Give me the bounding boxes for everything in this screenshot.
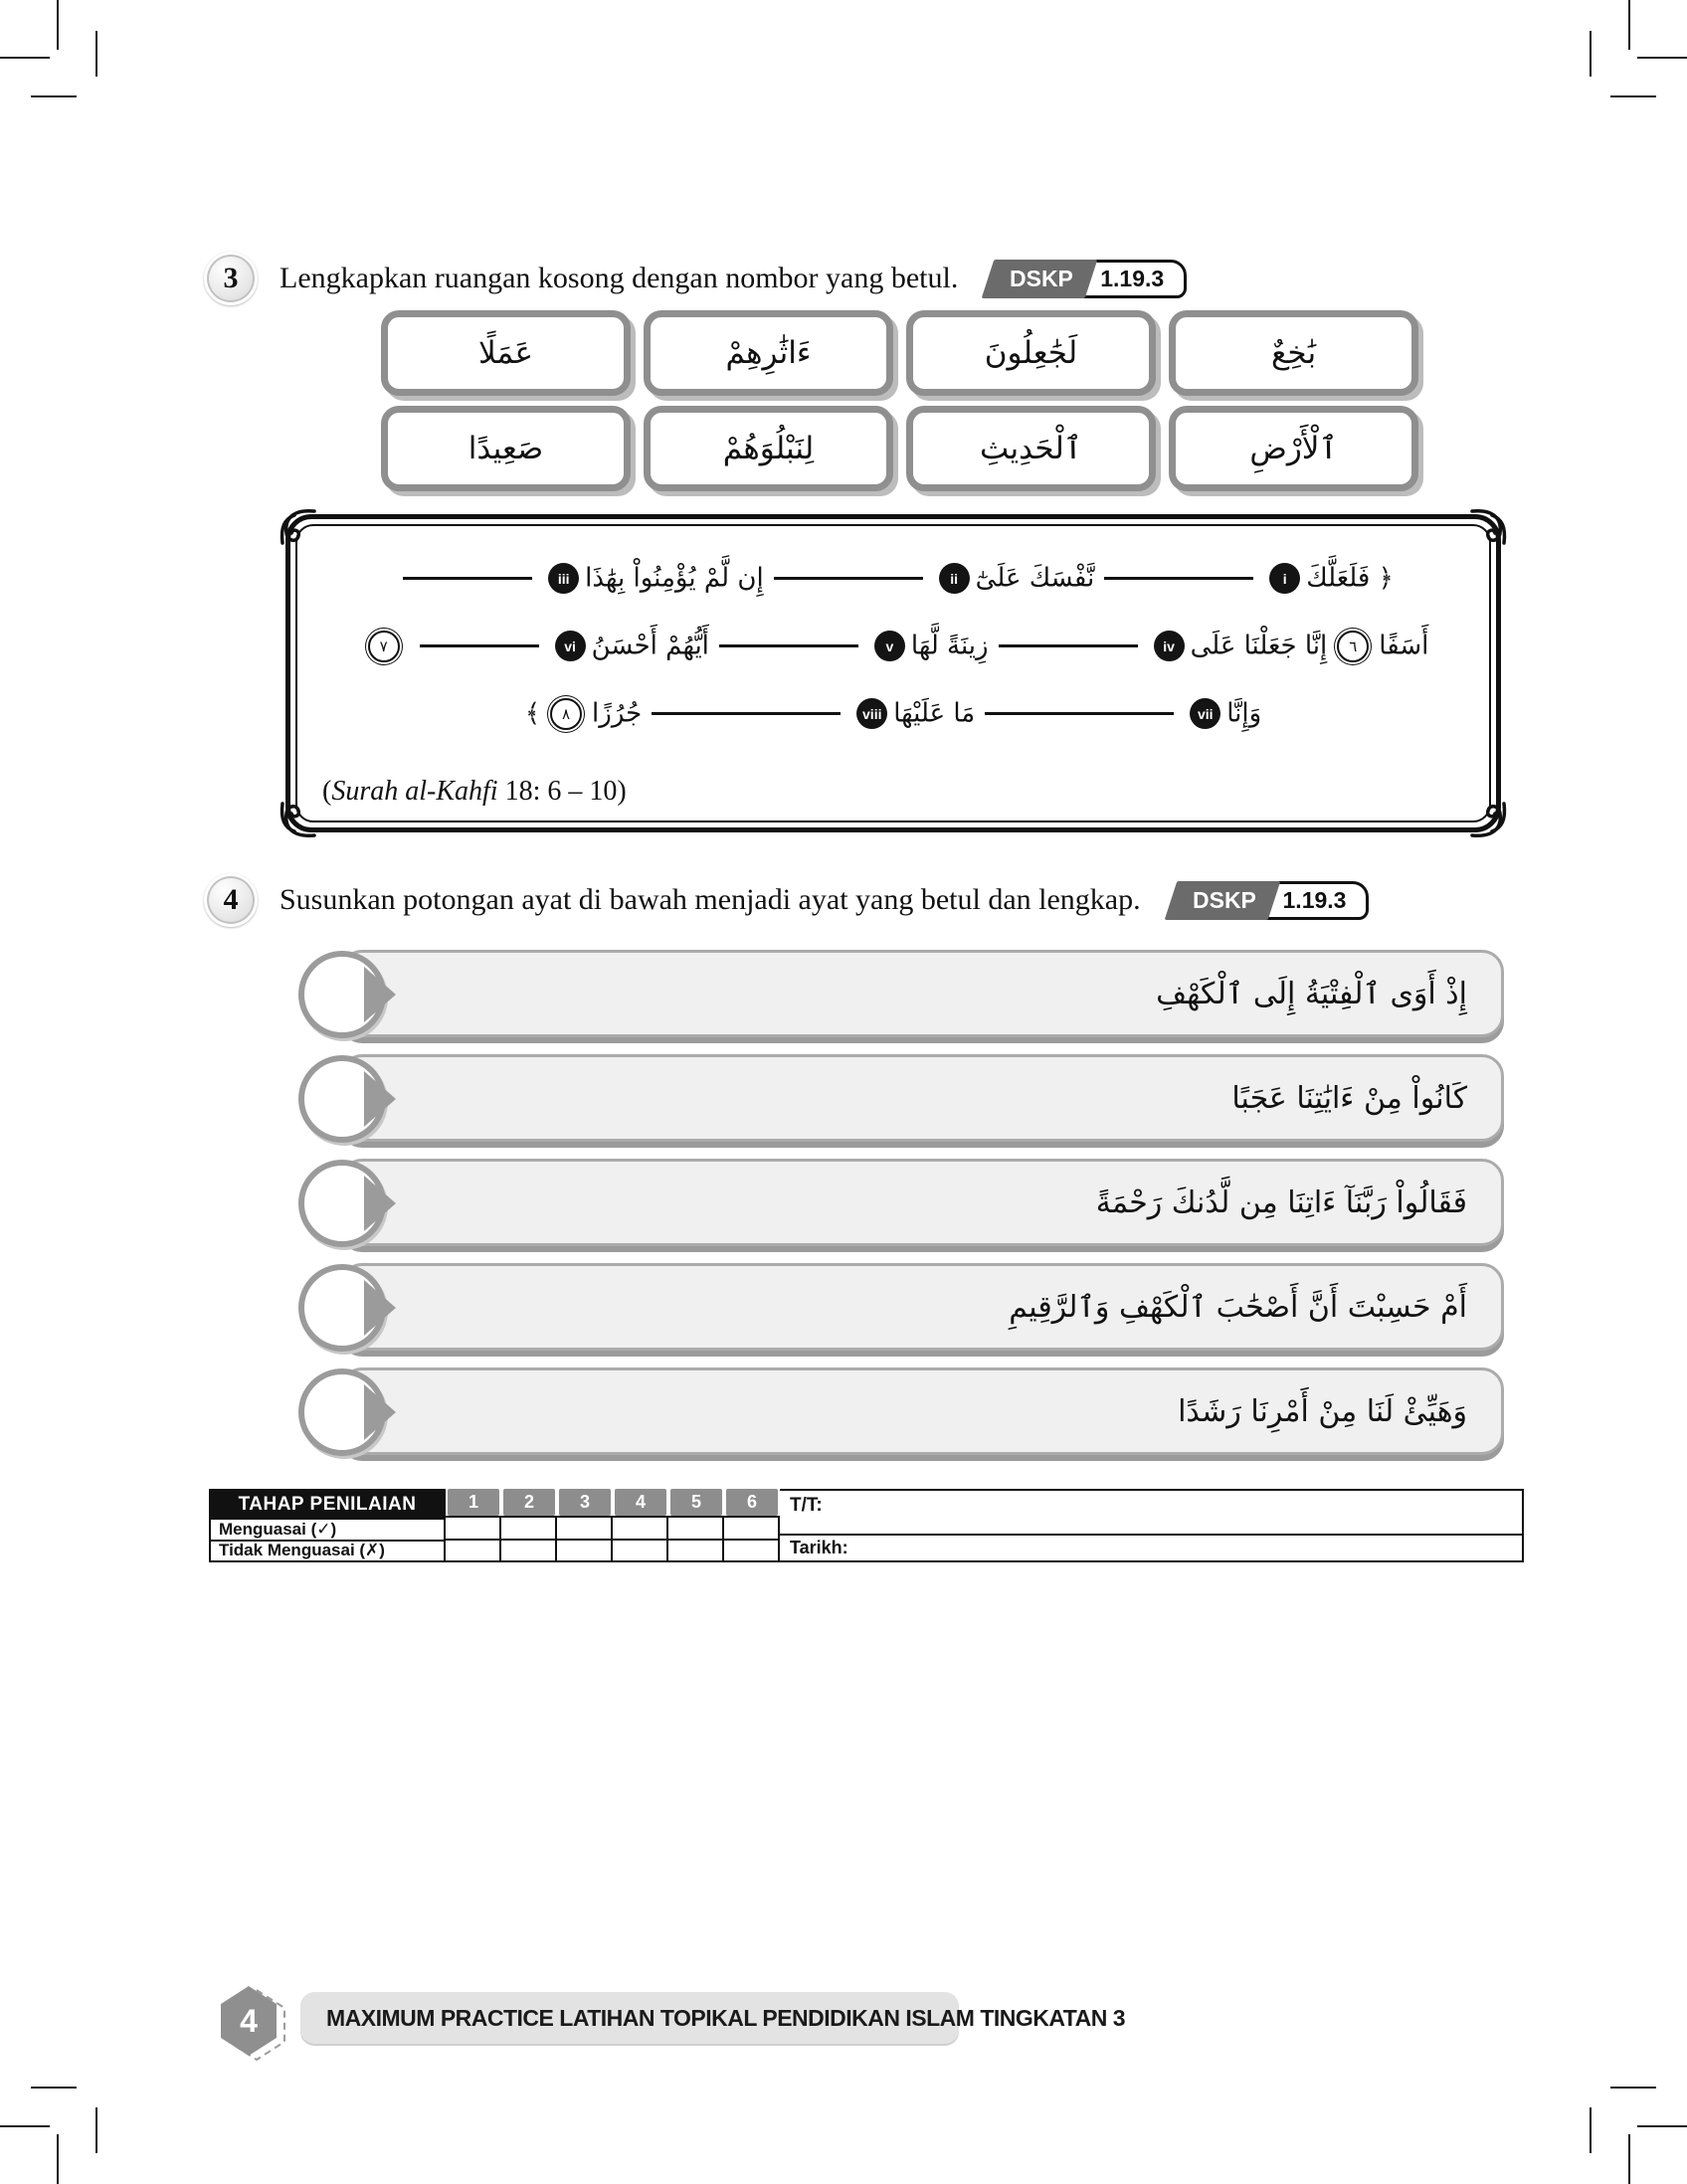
assessment-cell[interactable] bbox=[724, 1518, 778, 1539]
answer-blank[interactable] bbox=[403, 577, 532, 580]
verse-line-3 bbox=[326, 684, 1460, 743]
crop-mark bbox=[0, 2125, 50, 2127]
crop-mark bbox=[95, 31, 97, 77]
crop-mark bbox=[31, 95, 77, 97]
corner-ornament-icon bbox=[1466, 503, 1512, 549]
verse-text: إِنَّا جَعَلْنَا عَلَى bbox=[1190, 631, 1328, 661]
assessment-signoff bbox=[780, 1489, 1524, 1562]
assessment-cell[interactable] bbox=[668, 1539, 722, 1561]
crop-mark bbox=[1637, 57, 1687, 59]
answer-bar[interactable]: وَهَيِّئْ لَنَا مِنْ أَمْرِنَا رَشَدًا bbox=[340, 1367, 1504, 1455]
verse-text: ﴾ bbox=[524, 698, 541, 729]
answer-row bbox=[298, 1263, 1504, 1355]
dskp-label: DSKP bbox=[1164, 881, 1280, 920]
question-4-prompt: Susunkan potongan ayat di bawah menjadi ayat yang betul dan lengkap. bbox=[280, 883, 1141, 916]
answer-blank[interactable] bbox=[774, 577, 923, 580]
verse-line-1 bbox=[326, 549, 1460, 608]
answer-blank[interactable] bbox=[719, 644, 858, 647]
assessment-row-not-mastered: Tidak Menguasai (✗) bbox=[211, 1540, 444, 1561]
chevron-right-icon bbox=[364, 1176, 396, 1231]
question-3-number-badge: 3 bbox=[204, 252, 258, 305]
dskp-badge bbox=[1171, 881, 1370, 920]
word-bank-item[interactable]: بَٰخِعٌ bbox=[1169, 310, 1418, 396]
blank-number-circle: iv bbox=[1154, 631, 1185, 661]
crop-mark bbox=[0, 57, 50, 59]
assessment-cell[interactable] bbox=[501, 1518, 555, 1539]
word-bank-item[interactable]: صَعِيدًا bbox=[381, 406, 631, 491]
assessment-column-header: 1 bbox=[448, 1489, 499, 1516]
chevron-right-icon bbox=[364, 1280, 396, 1336]
verse-end-marker: ٦ bbox=[1337, 631, 1369, 662]
assessment-cell[interactable] bbox=[501, 1539, 555, 1561]
crop-mark bbox=[57, 0, 59, 50]
corner-ornament-icon bbox=[1466, 798, 1512, 843]
assessment-column bbox=[501, 1518, 557, 1560]
answer-bar[interactable]: إِذْ أَوَى ٱلْفِتْيَةُ إِلَى ٱلْكَهْفِ bbox=[340, 950, 1504, 1037]
verse-text: جُرُزًا bbox=[592, 698, 643, 729]
word-bank-item[interactable]: لَجَٰعِلُونَ bbox=[906, 310, 1156, 396]
word-bank-row-2 bbox=[381, 406, 1421, 491]
teacher-initials-field[interactable]: T/T: bbox=[780, 1491, 1522, 1536]
blank-number-circle: ii bbox=[939, 563, 970, 594]
answer-row bbox=[298, 1054, 1504, 1146]
verse-text: زِينَةً لَّهَا bbox=[910, 631, 989, 661]
assessment-cell[interactable] bbox=[613, 1539, 666, 1561]
question-3-prompt: Lengkapkan ruangan kosong dengan nombor yang betul. bbox=[280, 262, 959, 294]
blank-number-circle: viii bbox=[856, 698, 887, 729]
assessment-grid bbox=[446, 1489, 780, 1562]
page-footer bbox=[211, 1982, 1126, 2066]
word-bank-item[interactable]: عَمَلًا bbox=[381, 310, 631, 396]
assessment-column bbox=[668, 1518, 724, 1560]
answer-bar[interactable]: أَمْ حَسِبْتَ أَنَّ أَصْحَٰبَ ٱلْكَهْفِ وَٱلرَّقِيمِ bbox=[340, 1263, 1504, 1351]
crop-mark bbox=[57, 2134, 59, 2184]
question-4-header bbox=[204, 873, 1369, 927]
assessment-column-headers bbox=[446, 1489, 780, 1516]
word-bank-row-1 bbox=[381, 310, 1421, 396]
assessment-column bbox=[613, 1518, 668, 1560]
verse-end-marker: ٧ bbox=[368, 631, 400, 662]
answer-row bbox=[298, 1367, 1504, 1459]
dskp-code: 1.19.3 bbox=[1077, 260, 1187, 298]
answer-blank[interactable] bbox=[999, 644, 1138, 647]
assessment-cell[interactable] bbox=[446, 1518, 499, 1539]
assessment-column-header: 3 bbox=[559, 1489, 611, 1516]
crop-mark bbox=[1610, 95, 1656, 97]
verse-text: أَسَفًا bbox=[1379, 631, 1429, 661]
assessment-labels bbox=[209, 1489, 446, 1562]
blank-number-circle: vi bbox=[555, 631, 586, 661]
blank-number-circle: vii bbox=[1190, 698, 1220, 729]
assessment-cell[interactable] bbox=[557, 1518, 611, 1539]
word-bank-item[interactable]: ٱلْأَرْضِ bbox=[1169, 406, 1418, 491]
assessment-cell[interactable] bbox=[557, 1539, 611, 1561]
answer-row bbox=[298, 1159, 1504, 1250]
crop-mark bbox=[1628, 2134, 1630, 2184]
dskp-code: 1.19.3 bbox=[1260, 881, 1370, 920]
assessment-column bbox=[557, 1518, 613, 1560]
date-field[interactable]: Tarikh: bbox=[790, 1538, 848, 1557]
verse-text: ﴿ فَلَعَلَّكَ bbox=[1306, 563, 1394, 594]
crop-mark bbox=[1590, 2107, 1592, 2153]
crop-mark bbox=[1610, 2087, 1656, 2089]
crop-mark bbox=[31, 2087, 77, 2089]
surah-citation: (Surah al-Kahfi 18: 6 – 10) bbox=[322, 776, 627, 807]
answer-row bbox=[298, 950, 1504, 1041]
page-number-hexagon bbox=[211, 1982, 294, 2066]
assessment-cells bbox=[446, 1516, 780, 1562]
crop-mark bbox=[1590, 31, 1592, 77]
word-bank-item[interactable]: ءَاثَٰرِهِمْ bbox=[644, 310, 893, 396]
blank-number-circle: v bbox=[874, 631, 905, 661]
assessment-column-header: 6 bbox=[726, 1489, 778, 1516]
answer-blank[interactable] bbox=[652, 712, 841, 715]
dskp-label: DSKP bbox=[982, 260, 1098, 298]
assessment-cell[interactable] bbox=[724, 1539, 778, 1561]
answer-rows bbox=[298, 950, 1504, 1472]
blank-number-circle: iii bbox=[548, 563, 579, 594]
assessment-title: TAHAP PENILAIAN bbox=[211, 1491, 444, 1518]
chevron-right-icon bbox=[364, 967, 396, 1022]
crop-mark bbox=[1628, 0, 1630, 50]
assessment-column bbox=[724, 1518, 778, 1560]
assessment-column-header: 2 bbox=[503, 1489, 555, 1516]
verse-frame bbox=[285, 514, 1501, 832]
blank-number-circle: i bbox=[1269, 563, 1300, 594]
answer-blank[interactable] bbox=[985, 712, 1174, 715]
chevron-right-icon bbox=[364, 1071, 396, 1127]
answer-bar[interactable]: كَانُواْ مِنْ ءَايَٰتِنَا عَجَبًا bbox=[340, 1054, 1504, 1142]
assessment-table bbox=[209, 1489, 1524, 1562]
assessment-cell[interactable] bbox=[446, 1539, 499, 1561]
verse-line-2 bbox=[326, 617, 1460, 675]
assessment-cell[interactable] bbox=[613, 1518, 666, 1539]
word-bank-item[interactable]: ٱلْحَدِيثِ bbox=[906, 406, 1156, 491]
footer-title: MAXIMUM PRACTICE LATIHAN TOPIKAL PENDIDIKAN ISLAM TINGKATAN 3 bbox=[300, 1992, 959, 2044]
answer-bar[interactable]: فَقَالُواْ رَبَّنَآ ءَاتِنَا مِن لَّدُنكَ رَحْمَةً bbox=[340, 1159, 1504, 1246]
chevron-right-icon bbox=[364, 1384, 396, 1440]
word-bank-item[interactable]: لِنَبْلُوَهُمْ bbox=[644, 406, 893, 491]
verse-text: أَيُّهُمْ أَحْسَنُ bbox=[591, 631, 709, 661]
dskp-badge bbox=[988, 260, 1187, 298]
answer-blank[interactable] bbox=[1104, 577, 1253, 580]
assessment-column bbox=[446, 1518, 501, 1560]
corner-ornament-icon bbox=[275, 798, 320, 843]
verse-text: إِن لَّمْ يُؤْمِنُواْ بِهَٰذَا bbox=[585, 563, 764, 594]
verse-end-marker: ٨ bbox=[550, 698, 582, 730]
page-number: 4 bbox=[240, 2003, 258, 2039]
verse-text: نَّفْسَكَ عَلَىٰٓ bbox=[975, 563, 1095, 594]
assessment-column-header: 4 bbox=[615, 1489, 666, 1516]
question-3-header bbox=[204, 252, 1187, 305]
assessment-row-mastered: Menguasai (✓) bbox=[211, 1518, 444, 1540]
assessment-cell[interactable] bbox=[668, 1518, 722, 1539]
verse-text: وَإِنَّا bbox=[1226, 698, 1262, 729]
crop-mark bbox=[95, 2107, 97, 2153]
verse-text: مَا عَلَيْهَا bbox=[893, 698, 976, 729]
word-bank bbox=[381, 310, 1421, 501]
assessment-column-header: 5 bbox=[670, 1489, 722, 1516]
corner-ornament-icon bbox=[275, 503, 320, 549]
answer-blank[interactable] bbox=[420, 644, 539, 647]
question-4-number-badge: 4 bbox=[204, 873, 258, 927]
crop-mark bbox=[1637, 2125, 1687, 2127]
